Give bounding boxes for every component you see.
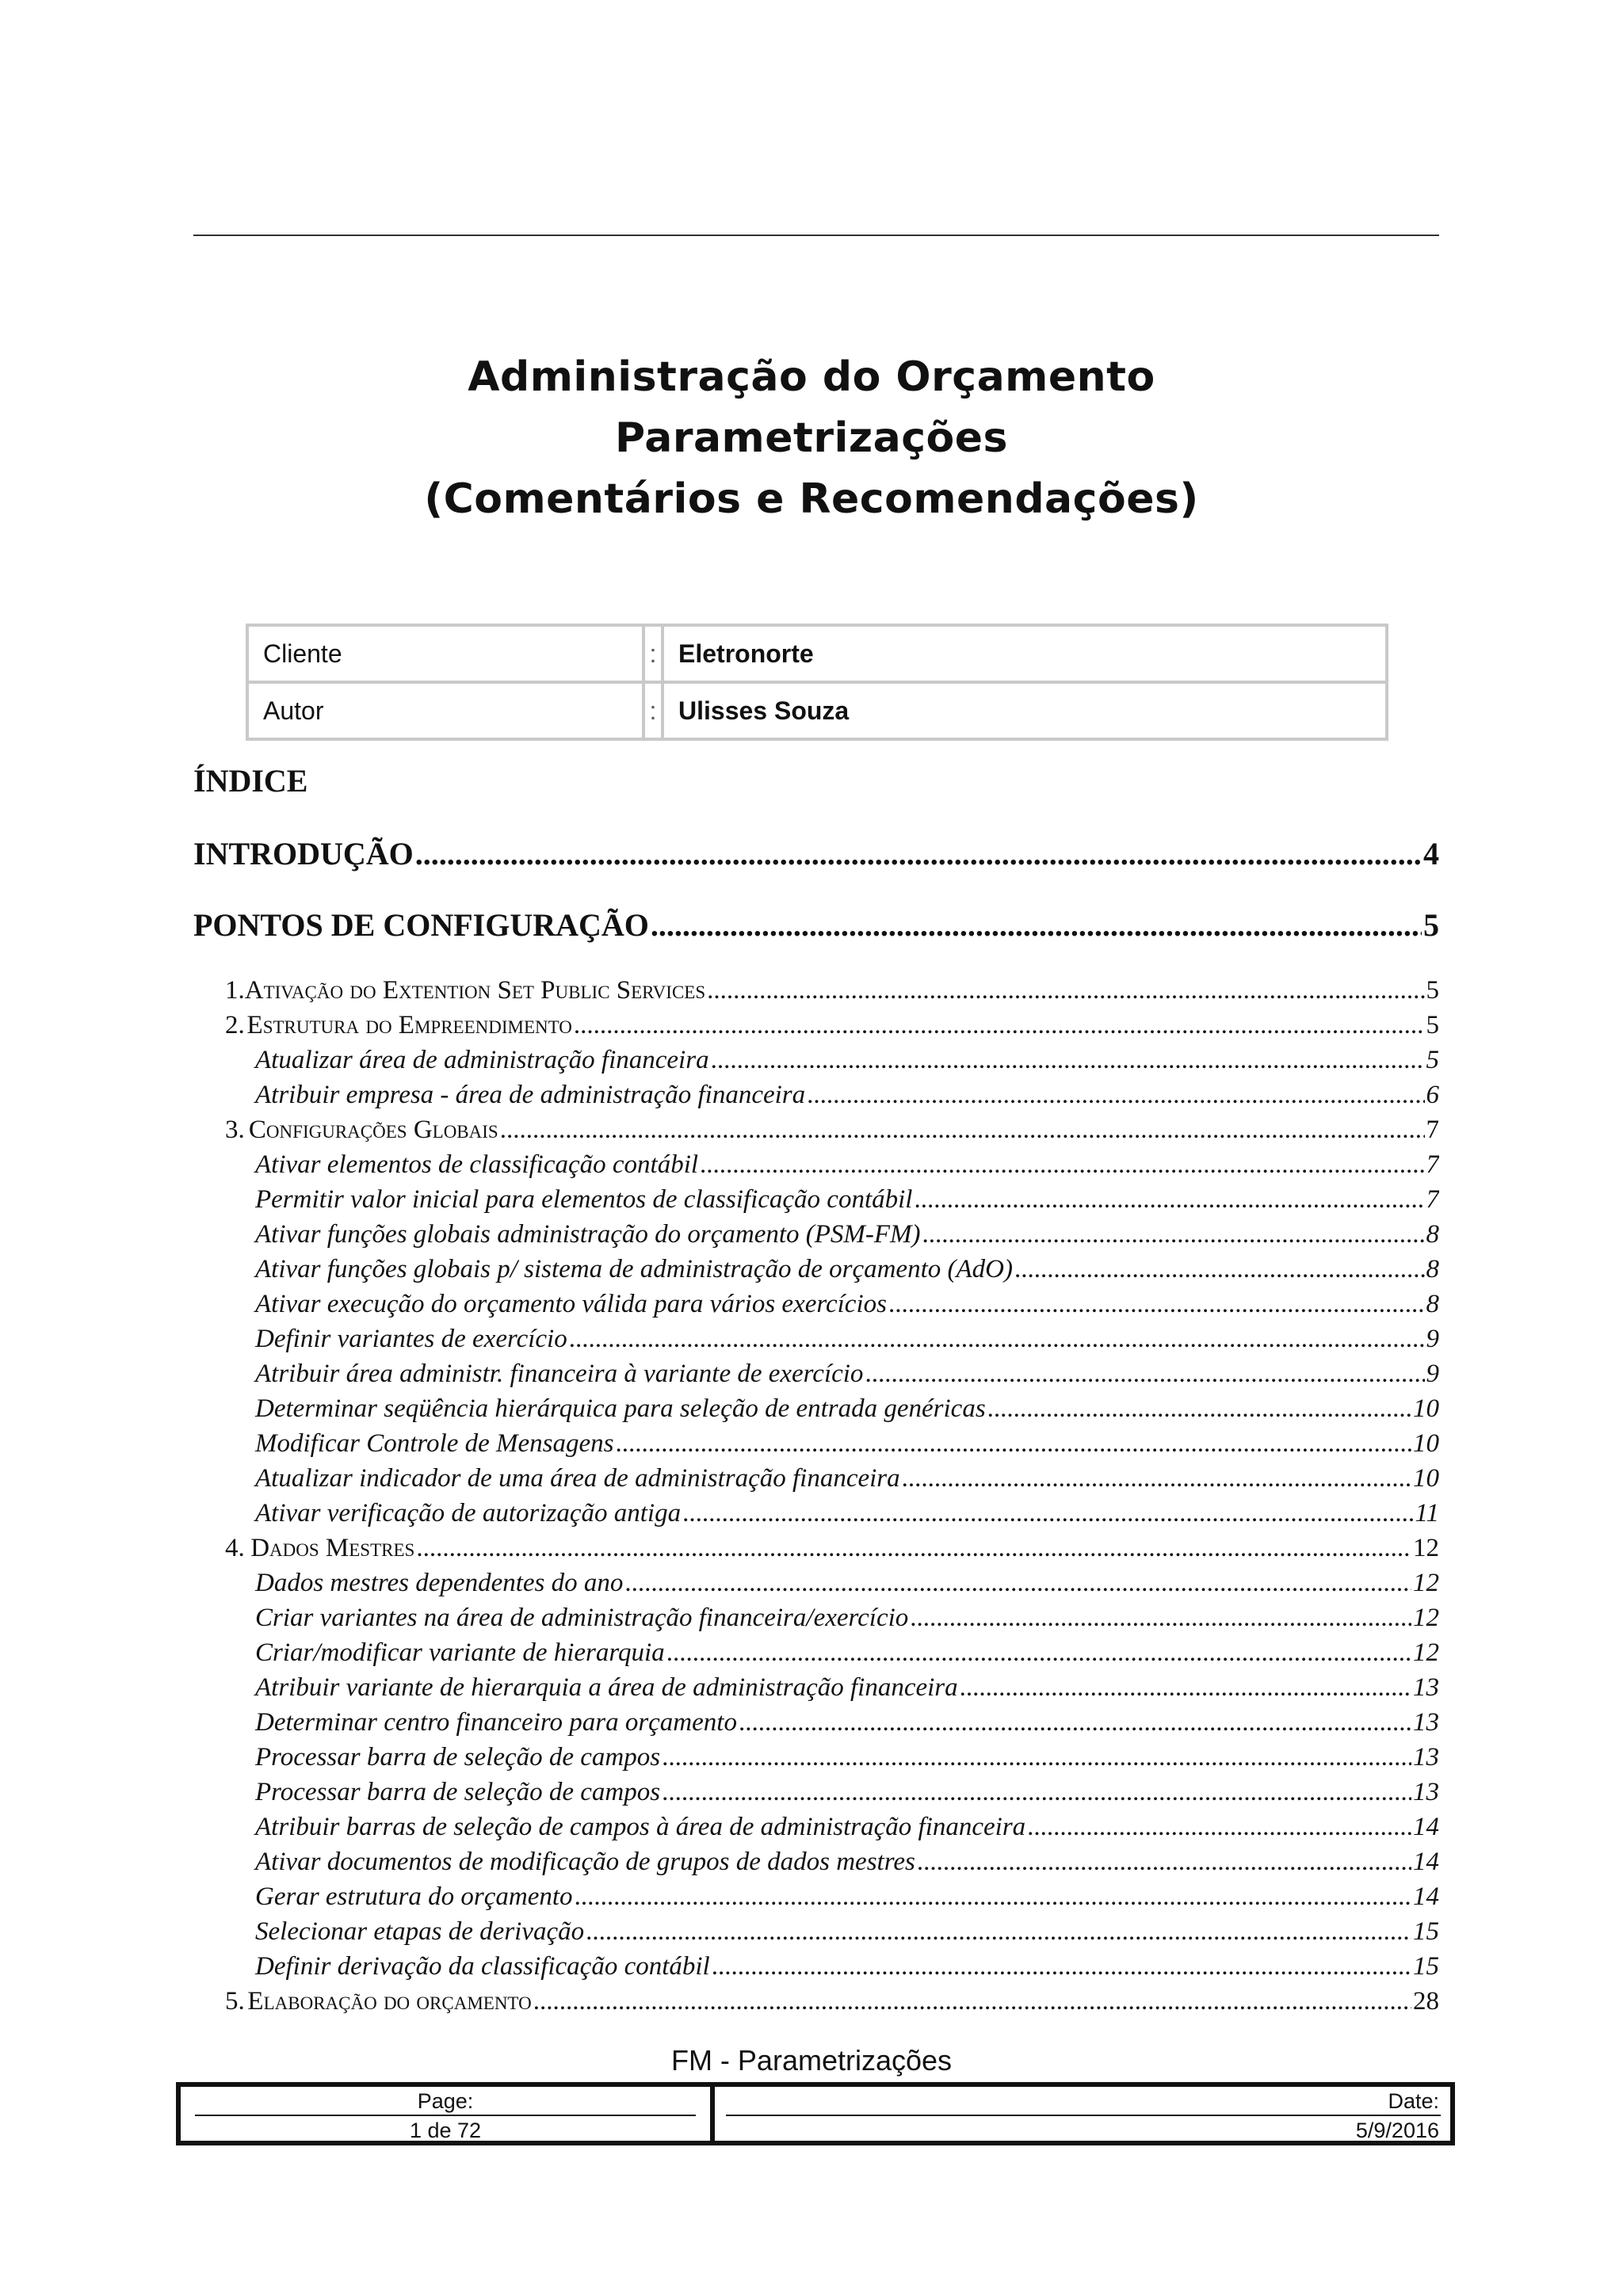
toc-section-entry[interactable]: [193, 1008, 1439, 1043]
toc-dot-leader: [865, 1356, 1424, 1391]
toc-entry-text: Ativar documentos de modificação de grupos de dados mestres: [255, 1848, 915, 1876]
title-line-2: Parametrizações: [615, 414, 1008, 462]
toc-entry-page: 7: [1426, 1116, 1439, 1144]
toc-entry-text: Definir derivação da classificação contábil: [255, 1952, 710, 1981]
toc-section-entry[interactable]: [193, 973, 1439, 1008]
toc-entry-number: 1.: [225, 976, 245, 1005]
toc-entry-text: INTRODUÇÃO: [193, 836, 414, 871]
toc-subsection-entry[interactable]: [193, 1147, 1439, 1182]
toc-subsection-entry[interactable]: [193, 1426, 1439, 1461]
toc-entry-page: 12: [1413, 1569, 1439, 1597]
table-of-contents: [193, 830, 1439, 2019]
footer-page-value: 1 de 72: [409, 2119, 482, 2142]
toc-section-entry[interactable]: [193, 1984, 1439, 2019]
toc-entry-text: Atribuir área administr. financeira à variante de exercício: [255, 1360, 864, 1388]
toc-entry-page: 7: [1426, 1185, 1439, 1214]
toc-entry-text: Selecionar etapas de derivação: [255, 1917, 585, 1946]
toc-entry-text: Ativar verificação de autorização antiga: [255, 1499, 682, 1527]
toc-entry-page: 5: [1426, 976, 1439, 1005]
toc-subsection-entry[interactable]: [193, 1600, 1439, 1635]
toc-entry-page: 8: [1426, 1290, 1439, 1318]
toc-entry-page: 13: [1413, 1743, 1439, 1772]
toc-entry-text: Elaboração do orçamento: [247, 1987, 532, 2016]
toc-entry-number: 2.: [225, 1011, 245, 1039]
toc-heading: ÍNDICE: [193, 763, 308, 799]
document-info-table: [246, 624, 1388, 741]
toc-entry-text: Determinar centro financeiro para orçamento: [255, 1708, 737, 1737]
toc-entry-text: Atribuir variante de hierarquia a área de administração financeira: [255, 1673, 958, 1702]
toc-entry-text: Processar barra de seleção de campos: [255, 1743, 661, 1772]
toc-entry-text: Criar variantes na área de administração financeira/exercício: [255, 1604, 909, 1632]
toc-entry-page: 9: [1426, 1360, 1439, 1388]
toc-dot-leader: [739, 1705, 1411, 1740]
toc-entry-page: 14: [1413, 1813, 1439, 1841]
info-label: Autor: [247, 682, 643, 739]
toc-dot-leader: [960, 1670, 1411, 1705]
toc-subsection-entry[interactable]: [193, 1566, 1439, 1600]
toc-entry-text: Atribuir barras de seleção de campos à área de administração financeira: [255, 1813, 1026, 1841]
toc-subsection-entry[interactable]: [193, 1217, 1439, 1252]
toc-subsection-entry[interactable]: [193, 1077, 1439, 1112]
toc-subsection-entry[interactable]: [193, 1949, 1439, 1984]
toc-entry-text: Atualizar área de administração financeira: [255, 1046, 709, 1074]
toc-main-entry[interactable]: [193, 902, 1439, 949]
toc-entry-text: Ativar funções globais administração do orçamento (PSM-FM): [255, 1220, 921, 1249]
toc-subsection-entry[interactable]: [193, 1182, 1439, 1217]
toc-dot-leader: [569, 1322, 1425, 1356]
toc-entry-page: 7: [1426, 1150, 1439, 1179]
toc-subsection-entry[interactable]: [193, 1461, 1439, 1496]
toc-entry-page: 12: [1413, 1534, 1439, 1562]
toc-entry-text: Determinar seqüência hierárquica para seleção de entrada genéricas: [255, 1394, 986, 1423]
toc-dot-leader: [615, 1426, 1411, 1461]
toc-dot-leader: [807, 1077, 1424, 1112]
toc-entry-page: 8: [1426, 1220, 1439, 1249]
toc-subsection-entry[interactable]: [193, 1322, 1439, 1356]
toc-subsection-entry[interactable]: [193, 1810, 1439, 1844]
info-value: Ulisses Souza: [663, 682, 1387, 739]
toc-dot-leader: [586, 1914, 1411, 1949]
toc-entry-page: 6: [1426, 1081, 1439, 1109]
info-value: Eletronorte: [663, 625, 1387, 682]
toc-subsection-entry[interactable]: [193, 1879, 1439, 1914]
toc-dot-leader: [910, 1600, 1411, 1635]
toc-dot-leader: [888, 1287, 1425, 1322]
toc-entry-page: 14: [1413, 1848, 1439, 1876]
toc-entry-text: Criar/modificar variante de hierarquia: [255, 1638, 665, 1667]
toc-entry-page: 5: [1426, 1011, 1439, 1039]
toc-subsection-entry[interactable]: [193, 1287, 1439, 1322]
toc-dot-leader: [533, 1984, 1411, 2019]
toc-dot-leader: [1027, 1810, 1411, 1844]
toc-entry-page: 12: [1413, 1638, 1439, 1667]
footer-divider: [195, 2115, 696, 2116]
info-separator: :: [643, 625, 663, 682]
toc-entry-page: 5: [1423, 907, 1439, 943]
toc-subsection-entry[interactable]: [193, 1914, 1439, 1949]
toc-section-entry[interactable]: [193, 1112, 1439, 1147]
toc-dot-leader: [662, 1775, 1411, 1810]
toc-entry-text: Configurações Globais: [248, 1116, 498, 1144]
toc-dot-leader: [651, 902, 1422, 949]
toc-dot-leader: [416, 1531, 1411, 1566]
toc-dot-leader: [711, 1043, 1425, 1077]
toc-dot-leader: [500, 1112, 1425, 1147]
toc-entry-page: 15: [1413, 1952, 1439, 1981]
toc-subsection-entry[interactable]: [193, 1496, 1439, 1531]
toc-entry-page: 28: [1413, 1987, 1439, 2016]
footer-date-label: Date:: [1388, 2089, 1439, 2113]
toc-entry-text: Ativar execução do orçamento válida para vários exercícios: [255, 1290, 887, 1318]
toc-subsection-entry[interactable]: [193, 1635, 1439, 1670]
toc-subsection-entry[interactable]: [193, 1705, 1439, 1740]
toc-entry-text: Processar barra de seleção de campos: [255, 1778, 661, 1806]
toc-subsection-entry[interactable]: [193, 1844, 1439, 1879]
toc-dot-leader: [712, 1949, 1411, 1984]
info-row-author: [247, 682, 1387, 739]
toc-entry-number: 4.: [225, 1534, 245, 1562]
toc-dot-leader: [682, 1496, 1413, 1531]
toc-entry-page: 10: [1413, 1464, 1439, 1493]
footer-date-cell: [715, 2087, 1450, 2141]
toc-section-entry[interactable]: [193, 1531, 1439, 1566]
toc-entry-text: Atribuir empresa - área de administração financeira: [255, 1081, 806, 1109]
toc-entry-text: Estrutura do Empreendimento: [246, 1011, 572, 1039]
toc-subsection-entry[interactable]: [193, 1670, 1439, 1705]
toc-entry-page: 8: [1426, 1255, 1439, 1283]
footer-box: [176, 2082, 1455, 2145]
toc-entry-page: 10: [1413, 1394, 1439, 1423]
footer-divider: [726, 2115, 1441, 2116]
toc-subsection-entry[interactable]: [193, 1775, 1439, 1810]
toc-subsection-entry[interactable]: [193, 1740, 1439, 1775]
document-title: [0, 347, 1623, 530]
toc-entry-text: Ativar elementos de classificação contábil: [255, 1150, 699, 1179]
toc-entry-text: Permitir valor inicial para elementos de classificação contábil: [255, 1185, 913, 1214]
footer-title: FM - Parametrizações: [670, 2044, 953, 2077]
toc-dot-leader: [574, 1008, 1425, 1043]
toc-dot-leader: [917, 1844, 1411, 1879]
toc-entry-page: 13: [1413, 1673, 1439, 1702]
toc-dot-leader: [987, 1391, 1411, 1426]
toc-dot-leader: [707, 973, 1424, 1008]
info-label: Cliente: [247, 625, 643, 682]
toc-subsection-entry[interactable]: [193, 1356, 1439, 1391]
footer-page-cell: [181, 2087, 715, 2141]
toc-dot-leader: [922, 1217, 1425, 1252]
title-line-1: Administração do Orçamento: [468, 353, 1155, 401]
toc-dot-leader: [700, 1147, 1424, 1182]
toc-entry-text: Definir variantes de exercício: [255, 1325, 567, 1353]
toc-entry-text: Dados Mestres: [250, 1534, 415, 1562]
toc-entry-page: 4: [1423, 836, 1439, 871]
toc-entry-text: PONTOS DE CONFIGURAÇÃO: [193, 907, 649, 943]
toc-subsection-entry[interactable]: [193, 1252, 1439, 1287]
toc-entry-page: 9: [1426, 1325, 1439, 1353]
toc-dot-leader: [415, 830, 1422, 878]
toc-entry-page: 12: [1413, 1604, 1439, 1632]
toc-entry-page: 13: [1413, 1708, 1439, 1737]
toc-dot-leader: [902, 1461, 1411, 1496]
toc-entry-text: Ativação do Extention Set Public Services: [244, 976, 706, 1005]
toc-entry-text: Gerar estrutura do orçamento: [255, 1882, 573, 1911]
toc-entry-text: Atualizar indicador de uma área de administração financeira: [255, 1464, 900, 1493]
footer-page-label: Page:: [417, 2089, 474, 2113]
toc-entry-text: Modificar Controle de Mensagens: [255, 1429, 614, 1458]
info-row-client: [247, 625, 1387, 682]
toc-entry-number: 5.: [225, 1987, 245, 2016]
toc-dot-leader: [1014, 1252, 1425, 1287]
toc-entry-page: 14: [1413, 1882, 1439, 1911]
title-line-3: (Comentários e Recomendações): [424, 475, 1199, 523]
toc-dot-leader: [624, 1566, 1411, 1600]
footer-date-value: 5/9/2016: [1355, 2119, 1439, 2142]
toc-subsection-entry[interactable]: [193, 1391, 1439, 1426]
toc-entry-page: 15: [1413, 1917, 1439, 1946]
toc-main-entry[interactable]: [193, 830, 1439, 878]
toc-subsection-entry[interactable]: [193, 1043, 1439, 1077]
toc-entry-number: 3.: [225, 1116, 245, 1144]
toc-dot-leader: [662, 1740, 1411, 1775]
toc-entry-page: 11: [1415, 1499, 1439, 1527]
toc-entry-page: 13: [1413, 1778, 1439, 1806]
toc-dot-leader: [914, 1182, 1424, 1217]
toc-dot-leader: [575, 1879, 1411, 1914]
toc-dot-leader: [666, 1635, 1411, 1670]
toc-entry-page: 5: [1426, 1046, 1439, 1074]
toc-entry-text: Ativar funções globais p/ sistema de administração de orçamento (AdO): [255, 1255, 1013, 1283]
info-separator: :: [643, 682, 663, 739]
top-rule: [193, 235, 1439, 236]
toc-entry-page: 10: [1413, 1429, 1439, 1458]
toc-entry-text: Dados mestres dependentes do ano: [255, 1569, 624, 1597]
